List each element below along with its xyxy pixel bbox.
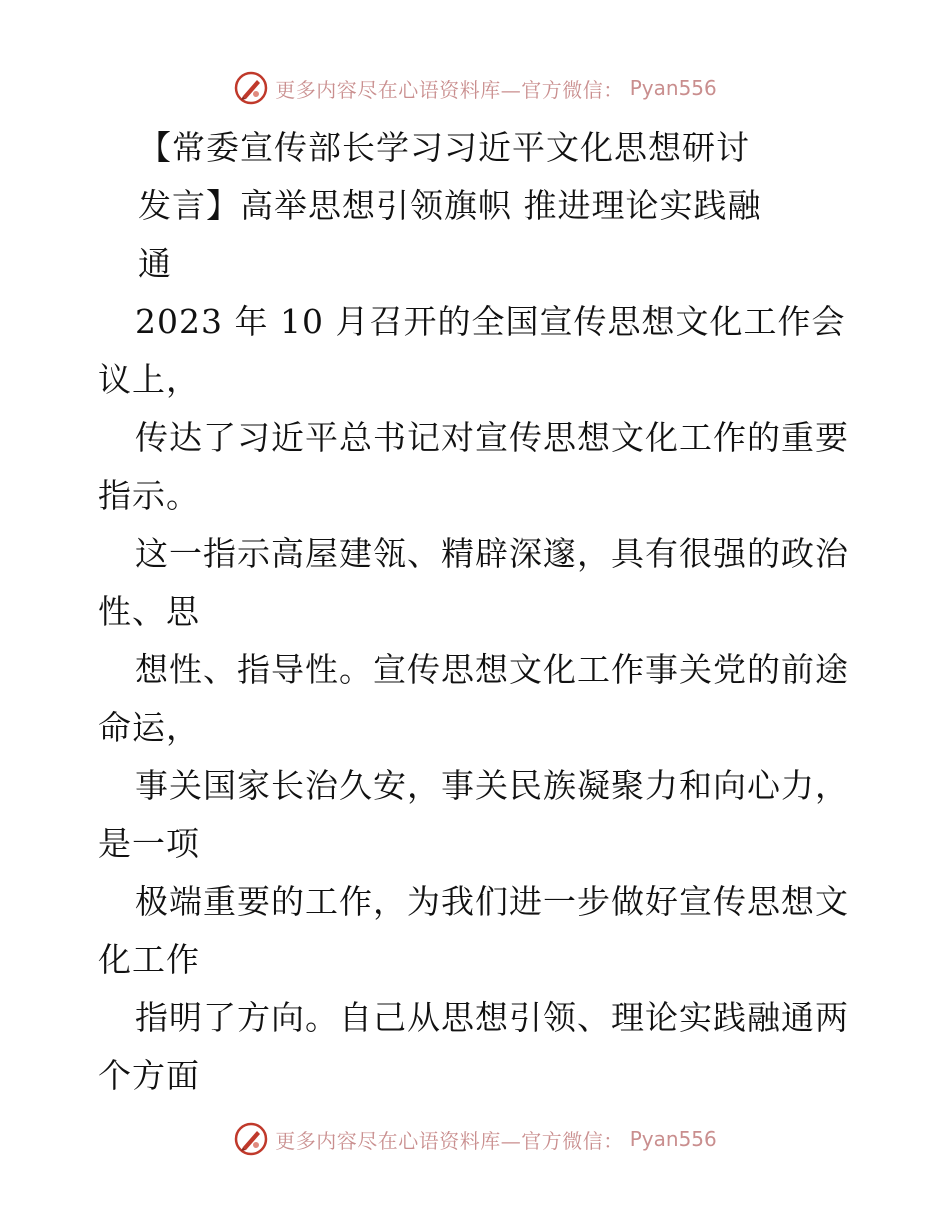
paragraph-line: 个方面 [98,1056,200,1095]
footer-watermark [0,1121,950,1157]
paragraph-line: 这一指示高屋建瓴、精辟深邃，具有很强的政治 [135,534,849,573]
paragraph-line: 是一项 [98,824,200,863]
paragraph-line: 指示。 [98,476,200,515]
paragraph-line: 化工作 [98,940,200,979]
document-title-line-2: 发言】高举思想引领旗帜 推进理论实践融 [138,186,762,225]
paragraph-line: 指明了方向。自己从思想引领、理论实践融通两 [135,998,849,1037]
watermark-text: 更多内容尽在心语资料库—官方微信： [275,77,624,102]
paragraph-line: 议上， [98,360,200,399]
document-title-line-1: 【常委宣传部长学习习近平文化思想研讨 [138,128,750,167]
paragraph-line: 事关国家长治久安，事关民族凝聚力和向心力， [135,766,849,805]
red-pen-logo-icon [233,1121,269,1157]
document-title-line-3: 通 [138,244,172,283]
watermark-text: 更多内容尽在心语资料库—官方微信： [275,1128,624,1153]
paragraph-line: 想性、指导性。宣传思想文化工作事关党的前途 [135,650,849,689]
paragraph-line: 传达了习近平总书记对宣传思想文化工作的重要 [135,418,849,457]
header-watermark [0,70,950,106]
paragraph-line: 2023 年 10 月召开的全国宣传思想文化工作会 [135,302,846,341]
paragraph-line: 命运， [98,708,200,747]
paragraph-line: 性、思 [98,592,200,631]
watermark-id: Pyan556 [629,76,717,100]
paragraph-line: 极端重要的工作，为我们进一步做好宣传思想文 [135,882,849,921]
watermark-id: Pyan556 [629,1127,717,1151]
red-pen-logo-icon [233,70,269,106]
